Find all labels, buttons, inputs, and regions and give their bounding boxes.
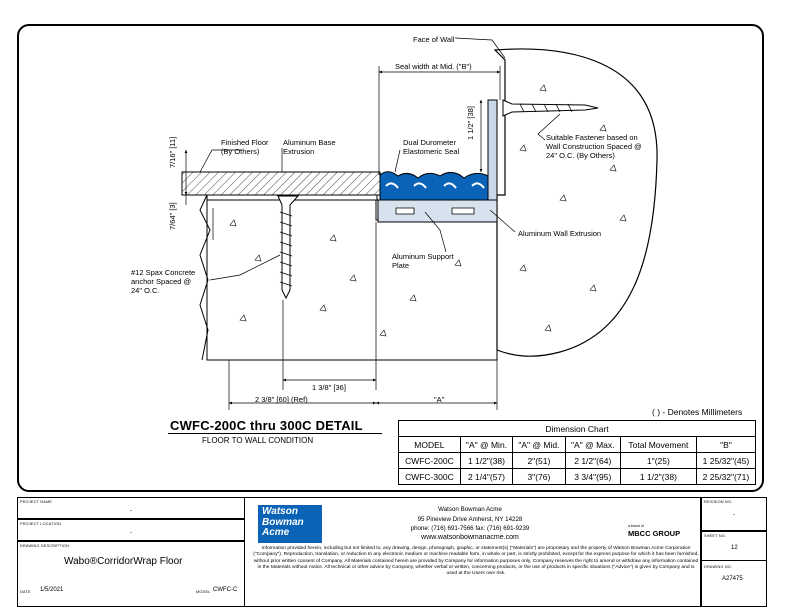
chart-cell: 3"(76) bbox=[513, 469, 565, 485]
denotes-note: ( ) - Denotes Millimeters bbox=[652, 407, 743, 417]
chart-cell: 2 1/4"(57) bbox=[460, 469, 512, 485]
dimension-chart bbox=[398, 420, 756, 485]
drawing-no-value: A27475 bbox=[722, 576, 743, 582]
drawing-description-box bbox=[17, 541, 245, 607]
face-of-wall-label: Face of Wall bbox=[413, 35, 455, 44]
mbcc-group-logo: MBCC GROUP bbox=[628, 529, 681, 538]
date-caption: DATE bbox=[20, 590, 31, 594]
chart-cell: 2"(51) bbox=[513, 453, 565, 469]
sheet-value: 12 bbox=[731, 545, 738, 551]
chart-header: "A" @ Mid. bbox=[513, 437, 565, 453]
date-value: 1/5/2021 bbox=[40, 587, 64, 593]
finished-floor-label: Finished Floor (By Others) bbox=[221, 138, 269, 156]
chart-header: Total Movement bbox=[620, 437, 696, 453]
aluminum-base-label: Aluminum Base Extrusion bbox=[283, 138, 336, 156]
dim-a: "A" bbox=[434, 395, 445, 404]
spax-label: #12 Spax Concrete anchor Spaced @ 24" O.C. bbox=[131, 268, 196, 295]
support-plate-label: Aluminum Support Plate bbox=[392, 252, 454, 270]
group-prefix: a brand of bbox=[628, 524, 644, 528]
dual-durometer-label: Dual Durometer Elastomeric Seal bbox=[403, 138, 460, 156]
wall-extrusion-label: Aluminum Wall Extrusion bbox=[518, 229, 602, 238]
dim-1-3-8: 1 3/8" [36] bbox=[312, 383, 346, 392]
chart-header: "A" @ Max. bbox=[565, 437, 620, 453]
legal-disclaimer: Information provided herein, including but not limited to, any drawing, design, photograph, graphic, or statement(s) ("Materials") are proprietary and the property of Watson Bowman Acme Corporation ("Company"). Reproduction, translation, or reduction to any electronic medium or machine readable form, in whole or part, is strictly prohibited, except for the express purpose for which it has been furnished, without prior written consent of Company. All Materials contained herein are provided by Company for information purposes only. Company reserves the right to amend or withdraw any information contained in the Materials without notice. All technical or other advice by Company, whether verbal or written, concerning products, or the use of products in specific situations ("Advice") is given by Company and is used at the Users own risk. bbox=[253, 546, 699, 577]
fastener-label: Suitable Fastener based on Wall Construction Spaced @ 24" O.C. (By Others) bbox=[546, 133, 642, 160]
table-row bbox=[399, 469, 756, 485]
chart-cell: CWFC-200C bbox=[399, 453, 461, 469]
chart-cell: 1 1/2"(38) bbox=[460, 453, 512, 469]
drawing-description: Wabo®CorridorWrap Floor bbox=[64, 556, 183, 567]
project-location: - bbox=[130, 530, 132, 536]
company-address: 95 Pineview Drive Amherst, NY 14228 bbox=[417, 516, 523, 523]
sheet-caption: SHEET NO. bbox=[704, 534, 727, 538]
chart-cell: 3 3/4"(95) bbox=[565, 469, 620, 485]
dim-7-64: 7/64" [3] bbox=[168, 202, 177, 230]
dim-2-3-8: 2 3/8" [60] (Ref) bbox=[255, 395, 308, 404]
dim-1-1-2: 1 1/2" [38] bbox=[466, 106, 475, 140]
project-name: - bbox=[130, 508, 132, 514]
chart-cell: 2 1/2"(64) bbox=[565, 453, 620, 469]
project-location-caption: PROJECT LOCATION bbox=[20, 522, 62, 526]
wall-concrete bbox=[495, 49, 657, 356]
model-value: CWFC-C bbox=[213, 587, 238, 593]
company-website[interactable]: www.watsonbowmanacme.com bbox=[421, 534, 519, 541]
drawing-description-caption: DRAWING DESCRIPTION bbox=[20, 544, 70, 548]
chart-header: "A" @ Min. bbox=[460, 437, 512, 453]
company-phone: phone: (716) 691-7566 fax: (716) 691-9239 bbox=[410, 525, 530, 532]
drawing-no-caption: DRAWING NO. bbox=[704, 565, 733, 569]
chart-cell: 1"(25) bbox=[620, 453, 696, 469]
title-underline bbox=[168, 433, 382, 434]
chart-cell: CWFC-300C bbox=[399, 469, 461, 485]
project-name-caption: PROJECT NAME bbox=[20, 500, 53, 504]
revision-value: - bbox=[733, 512, 735, 518]
dim-7-16: 7/16" [11] bbox=[168, 136, 177, 168]
table-row bbox=[399, 453, 756, 469]
chart-header: MODEL bbox=[399, 437, 461, 453]
chart-title: Dimension Chart bbox=[399, 421, 756, 437]
chart-cell: 1 1/2"(38) bbox=[620, 469, 696, 485]
chart-cell: 1 25/32"(45) bbox=[696, 453, 755, 469]
detail-subtitle: FLOOR TO WALL CONDITION bbox=[202, 436, 314, 445]
seal-width-label: Seal width at Mid. ("B") bbox=[395, 62, 472, 71]
chart-header-row bbox=[399, 437, 756, 453]
company-name: Watson Bowman Acme bbox=[438, 506, 502, 513]
chart-header: "B" bbox=[696, 437, 755, 453]
model-caption: MODEL bbox=[196, 590, 211, 594]
chart-cell: 2 25/32"(71) bbox=[696, 469, 755, 485]
company-logo: Watson Bowman Acme bbox=[258, 505, 322, 543]
finished-floor bbox=[182, 172, 380, 195]
revision-caption: REVISION NO. bbox=[704, 500, 733, 504]
detail-title: CWFC-200C thru 300C DETAIL bbox=[170, 418, 363, 433]
